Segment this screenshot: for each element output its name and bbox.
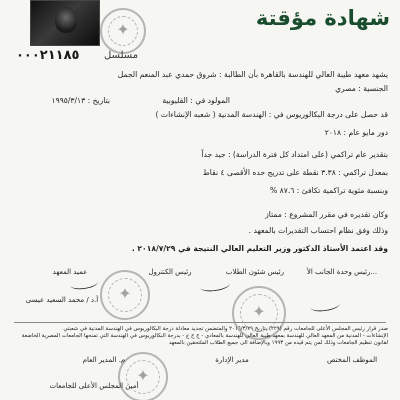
body-line-system: وذلك وفق نظام احتساب التقديرات بالمعهد . <box>248 226 388 235</box>
body-line-birthdate: بتاريخ : ١٩٩٥/٣/١٣ <box>51 96 110 105</box>
ministry-stamp-left: ✦ <box>100 270 150 320</box>
body-line-degree: قد حصل على درجة البكالوريوس في : الهندسة المدنية ( شعبه الإنشاءات ) <box>155 110 388 119</box>
institute-seal-top: ✦ <box>100 8 146 54</box>
student-photo <box>30 0 100 46</box>
signature-scribble <box>199 278 230 293</box>
body-line-grade: بتقدير عام تراكمي (على امتداد كل فترة الدراسة) : جيد جداً <box>201 150 388 159</box>
signature-title-unit-head: رئيس وحدة الجانب الأ... <box>306 268 378 276</box>
serial-number: ٠٠٠٢١١٨٥ <box>16 48 80 63</box>
signature-title-general-manager: م. المدير العام <box>82 356 126 364</box>
footnote-line: الإنشاءات - المدنية من المعهد العالي للهندسة بمعهد طيبة العالي للهندسة بالمعادي - ج ج ع - بدرجة البكالوريوس في الهندسة التي تمنحها الجامعات المصرية الخاضعة <box>21 333 388 339</box>
body-line-nationality: الجنسية : مصري <box>335 84 388 93</box>
serial-label: مسلسل <box>104 50 139 61</box>
signature-title-director: مدير الإدارة <box>215 356 249 364</box>
signature-scribble <box>69 276 98 291</box>
signature-scribble <box>309 298 340 313</box>
body-line-gpa: بمعدل تراكمي : ٣.٣٨ نقطة على تدريج حده الأقصى ٤ نقاط <box>202 168 388 177</box>
signature-title-student-affairs: رئيس شئون الطلاب <box>225 268 285 276</box>
body-line-percentage: وبنسبة مئوية تراكمية تكافئ : ٨٧.٦ % <box>270 186 388 195</box>
certificate-title: شهادة مؤقتة <box>255 6 390 30</box>
body-line-student: يشهد معهد طيبة العالي للهندسة بالقاهرة بأن الطالبة : شروق حمدي عبد المنعم الجمل <box>117 70 388 79</box>
body-line-session: دور مايو عام : ٢٠١٨ <box>324 128 388 137</box>
council-stamp: ✦ <box>118 352 168 400</box>
signature-title-control: رئيس الكنترول <box>148 268 192 276</box>
body-line-birthplace: المولود في : القليوبية <box>162 96 230 105</box>
divider <box>14 322 386 323</box>
footnote-line: لقانون تنظيم الجامعات وذلك لمن يتم قيده من ١٩٩٣ وبالإضافة الى جميع الطلاب الملتحقين بالمعهد <box>168 340 388 346</box>
footnote-line: صدر قرار رئيس المجلس الأعلى للجامعات رقم (٢٢٩) بتاريخ ٢٠١٦/٣/٢٩ والمتضمن تجديد معادلة درجة البكالوريوس في الهندسة المدنية في شعبتي <box>63 326 388 332</box>
body-line-approval: وقد اعتمد الأستاذ الدكتور وزير التعليم العالي النتيجة في ٢٠١٨/٧/٢٩ . <box>131 244 388 253</box>
signature-title-employee: الموظف المختص <box>326 356 378 364</box>
ministry-stamp-right: ✦ <box>232 286 286 340</box>
signature-title-council-secretary: أمين المجلس الأعلى للجامعات <box>49 382 139 390</box>
dean-name: أ.د / محمد السعيد عيسى <box>25 296 99 304</box>
signature-title-dean: عميد المعهد <box>52 268 88 276</box>
body-line-project: وكان تقديره في مقرر المشروع : ممتاز <box>265 210 388 219</box>
